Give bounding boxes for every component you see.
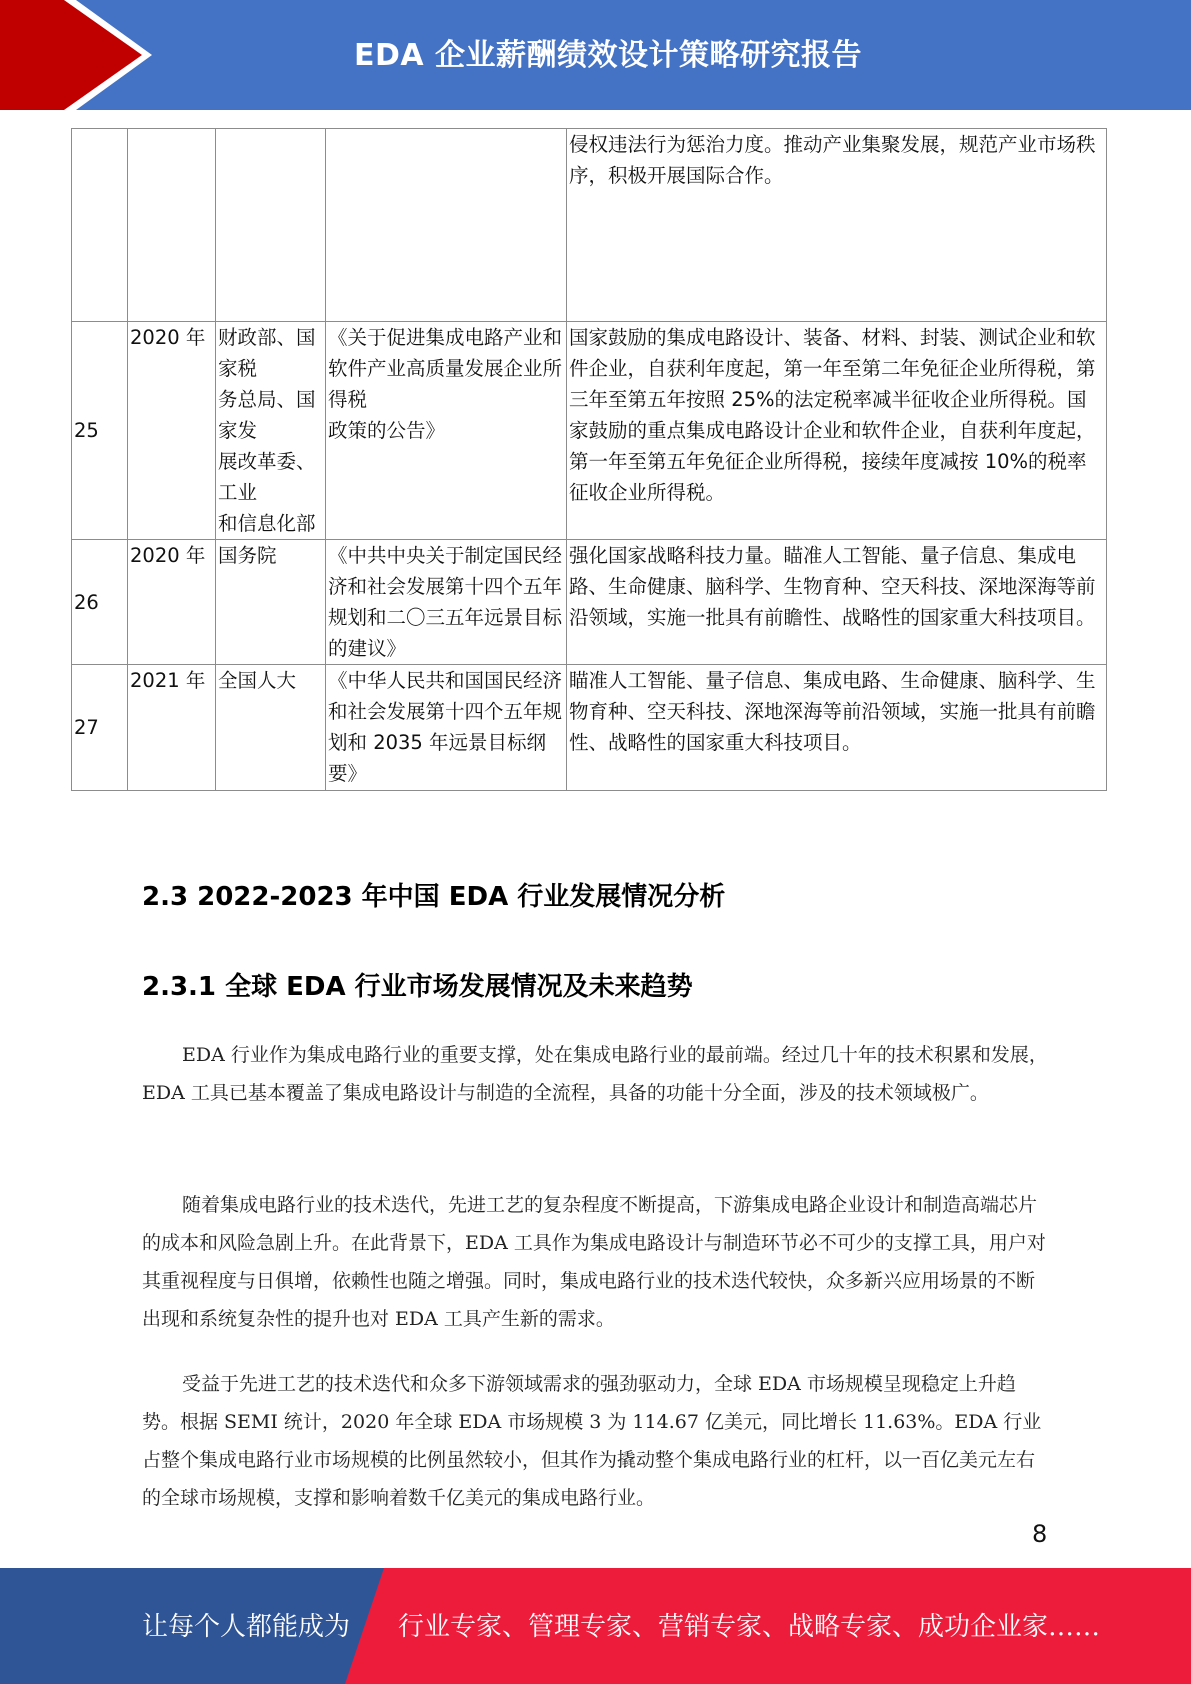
subsection-heading: 2.3.1 全球 EDA 行业市场发展情况及未来趋势 (142, 972, 693, 1002)
doc-line: 《中华人民共和国国民经济和社会发展第十四个五年规划和 2035 年远景目标纲要》 (328, 669, 563, 785)
footer-slogan-right: 行业专家、管理专家、营销专家、战略专家、成功企业家…… (398, 1612, 1101, 1642)
row-number: 25 (72, 322, 128, 540)
row-document (326, 540, 567, 665)
row-content (567, 540, 1107, 665)
row-number: 26 (72, 540, 128, 665)
table-row (72, 665, 1107, 791)
row-department (216, 322, 326, 540)
row-year: 2020 年 (128, 322, 216, 540)
row-document (326, 322, 567, 540)
dept-line: 国务院 (218, 544, 277, 567)
row-department (216, 540, 326, 665)
table-row (72, 129, 1107, 322)
row-department (216, 665, 326, 791)
row-year: 2021 年 (128, 665, 216, 791)
row-number: 27 (72, 665, 128, 791)
doc-line: 《关于促进集成电路产业和软件产业高质量发展企业所得税 (328, 326, 563, 411)
dept-line: 全国人大 (218, 669, 297, 692)
report-title: EDA 企业薪酬绩效设计策略研究报告 (354, 38, 863, 73)
row-content (567, 322, 1107, 540)
row-number (72, 129, 128, 322)
row-document (326, 129, 567, 322)
page-number: 8 (1032, 1520, 1048, 1548)
body-paragraph: EDA 行业作为集成电路行业的重要支撑，处在集成电路行业的最前端。经过几十年的技术积累和发展，EDA 工具已基本覆盖了集成电路设计与制造的全流程，具备的功能十分全面，涉及的技术领域极广。 (142, 1044, 1048, 1104)
footer-slogan-left: 让每个人都能成为 (142, 1612, 351, 1642)
header-chevron-icon (0, 0, 142, 110)
table-row (72, 540, 1107, 665)
content-text: 强化国家战略科技力量。瞄准人工智能、量子信息、集成电路、生命健康、脑科学、生物育种、空天科技、深地深海等前沿领域，实施一批具有前瞻性、战略性的国家重大科技项目。 (569, 544, 1096, 629)
row-document (326, 665, 567, 791)
content-text: 瞄准人工智能、量子信息、集成电路、生命健康、脑科学、生物育种、空天科技、深地深海等前沿领域，实施一批具有前瞻性、战略性的国家重大科技项目。 (569, 669, 1096, 754)
dept-line: 务总局、国家发 (218, 388, 316, 442)
row-content (567, 665, 1107, 791)
row-year: 2020 年 (128, 540, 216, 665)
row-year (128, 129, 216, 322)
policy-table (71, 128, 1107, 791)
dept-line: 展改革委、工业 (218, 450, 316, 504)
row-content (567, 129, 1107, 322)
body-paragraph: 随着集成电路行业的技术迭代，先进工艺的复杂程度不断提高，下游集成电路企业设计和制造高端芯片的成本和风险急剧上升。在此背景下，EDA 工具作为集成电路设计与制造环节必不可少的支撑工具，用户对其重视程度与日俱增，依赖性也随之增强。同时，集成电路行业的技术迭代较快，众多新兴应用场景的不断出现和系统复杂性的提升也对 EDA 工具产生新的需求。 (142, 1194, 1046, 1330)
page-footer (0, 1568, 1191, 1684)
section-heading: 2.3 2022-2023 年中国 EDA 行业发展情况分析 (142, 882, 726, 912)
doc-line: 政策的公告》 (328, 419, 446, 442)
table-row (72, 322, 1107, 540)
dept-line: 财政部、国家税 (218, 326, 316, 380)
doc-line: 《中共中央关于制定国民经济和社会发展第十四个五年规划和二〇三五年远景目标的建议》 (328, 544, 563, 660)
content-text: 侵权违法行为惩治力度。推动产业集聚发展，规范产业市场秩序，积极开展国际合作。 (569, 133, 1096, 187)
content-text: 国家鼓励的集成电路设计、装备、材料、封装、测试企业和软件企业，自获利年度起，第一年至第二年免征企业所得税，第三年至第五年按照 25%的法定税率减半征收企业所得税。国家鼓励的重点集成电路设计企业和软件企业，自获利年度起，第一年至第五年免征企业所得税，接续年度减按 10%的税率征收企业所得税。 (569, 326, 1096, 504)
row-department (216, 129, 326, 322)
body-paragraph: 受益于先进工艺的技术迭代和众多下游领域需求的强劲驱动力，全球 EDA 市场规模呈现稳定上升趋势。根据 SEMI 统计，2020 年全球 EDA 市场规模 3 为 114.67 亿美元，同比增长 11.63%。EDA 行业占整个集成电路行业市场规模的比例虽然较小，但其作为撬动整个集成电路行业的杠杆，以一百亿美元左右的全球市场规模，支撑和影响着数千亿美元的集成电路行业。 (142, 1373, 1042, 1509)
page-header (0, 0, 1191, 110)
dept-line: 和信息化部 (218, 512, 316, 535)
